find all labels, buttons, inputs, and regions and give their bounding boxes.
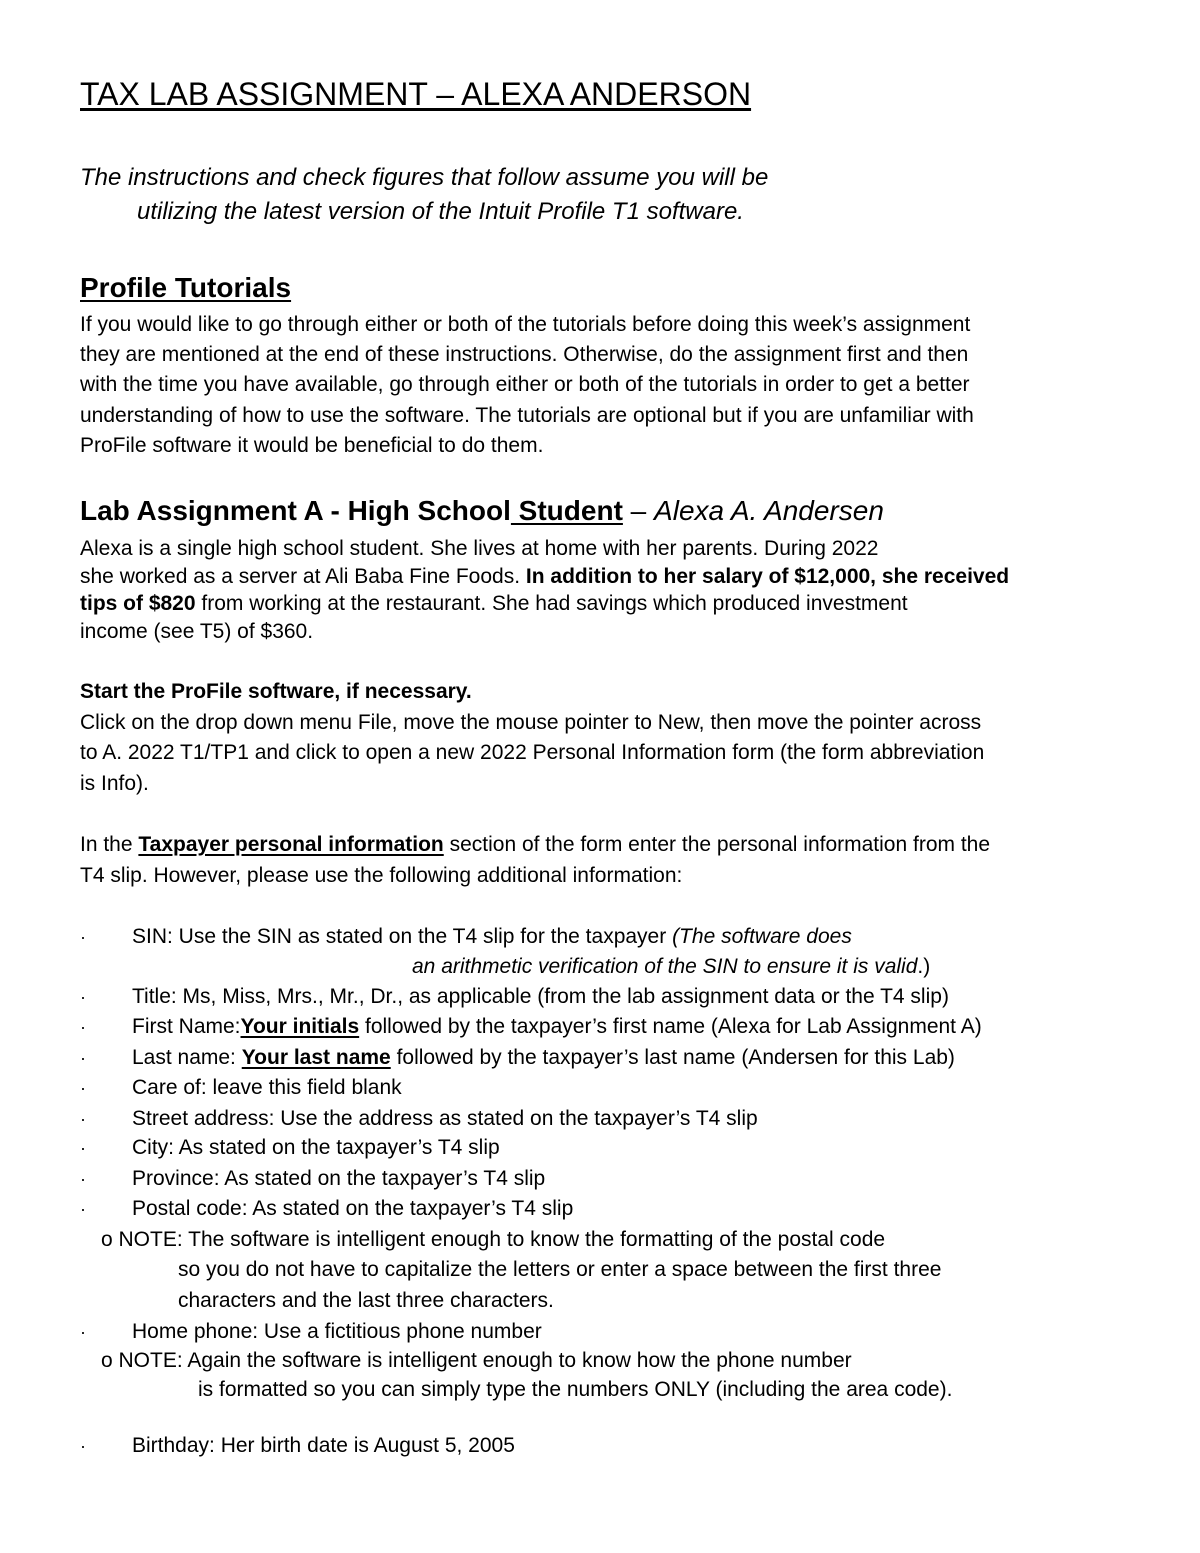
bullet-postal-code: Postal code: As stated on the taxpayer’s T4 slip (132, 1197, 574, 1220)
bullet-sin-note-2-text: an arithmetic verification of the SIN to ensure it is valid (412, 955, 918, 978)
bullet-marker: · (80, 1048, 86, 1068)
bullet-marker: · (80, 1109, 86, 1129)
tutorials-heading: Profile Tutorials (80, 272, 292, 303)
tutorials-line-4: understanding of how to use the software. The tutorials are optional but if you are unfamiliar with (80, 404, 974, 427)
bullet-birthday: Birthday: Her birth date is August 5, 2005 (132, 1434, 515, 1457)
intro-line-2: utilizing the latest version of the Intuit Profile T1 software. (137, 198, 744, 225)
note-phone-1: o NOTE: Again the software is intelligent enough to know how the phone number (101, 1349, 852, 1372)
lab-line-2-text: she worked as a server at Ali Baba Fine Foods. (80, 565, 526, 588)
lab-heading-student: Student (510, 495, 623, 526)
bullet-marker: · (80, 1199, 86, 1219)
bullet-care-of: Care of: leave this field blank (132, 1076, 402, 1099)
start-heading: Start the ProFile software, if necessary. (80, 680, 472, 703)
bullet-sin-note-2 (412, 956, 930, 977)
lab-heading (80, 497, 884, 525)
bullet-city: City: As stated on the taxpayer’s T4 slip (132, 1136, 500, 1159)
lab-salary-bold: In addition to her salary of $12,000, she received (525, 565, 1010, 588)
note-postal-2: so you do not have to capitalize the letters or enter a space between the first three (178, 1258, 942, 1281)
bullet-sin (132, 926, 852, 947)
bullet-marker: · (80, 1078, 86, 1098)
intro-line-1: The instructions and check figures that follow assume you will be (80, 164, 769, 191)
bullet-marker: · (80, 987, 86, 1007)
start-line-2: to A. 2022 T1/TP1 and click to open a new 2022 Personal Information form (the form abbreviation (80, 741, 985, 764)
bullet-title: Title: Ms, Miss, Mrs., Mr., Dr., as applicable (from the lab assignment data or the T4 slip) (132, 985, 949, 1008)
lab-line-3 (80, 593, 908, 614)
lab-line-1: Alexa is a single high school student. She lives at home with her parents. During 2022 (80, 537, 879, 560)
taxpayer-post: section of the form enter the personal information from the (443, 833, 991, 856)
tutorials-line-3: with the time you have available, go through either or both of the tutorials in order to get a better (80, 373, 970, 396)
page-title: TAX LAB ASSIGNMENT – ALEXA ANDERSON (80, 76, 752, 112)
bullet-last-name-emph: Your last name (241, 1046, 391, 1069)
tutorials-line-2: they are mentioned at the end of these instructions. Otherwise, do the assignment first and then (80, 343, 969, 366)
lab-line-2 (80, 566, 1009, 587)
bullet-last-name (132, 1047, 955, 1068)
lab-tips-bold: tips of $820 (80, 592, 196, 615)
note-phone-2: is formatted so you can simply type the numbers ONLY (including the area code). (198, 1378, 953, 1401)
bullet-sin-note-2-end: .) (917, 955, 931, 978)
bullet-marker: · (80, 1436, 86, 1456)
tutorials-line-5: ProFile software it would be beneficial to do them. (80, 434, 544, 457)
note-postal-1: o NOTE: The software is intelligent enough to know the formatting of the postal code (101, 1228, 886, 1251)
lab-heading-name: Alexa A. Andersen (654, 495, 884, 526)
bullet-first-name (132, 1016, 982, 1037)
bullet-marker: · (80, 927, 86, 947)
lab-line-3-text: from working at the restaurant. She had savings which produced investment (195, 592, 908, 615)
lab-heading-prefix: Lab Assignment A - High School (80, 495, 511, 526)
bullet-marker: · (80, 1138, 86, 1158)
bullet-sin-text: SIN: Use the SIN as stated on the T4 slip for the taxpayer (132, 925, 673, 948)
bullet-marker: · (80, 1017, 86, 1037)
taxpayer-line-2: T4 slip. However, please use the following additional information: (80, 864, 683, 887)
bullet-first-name-label: First Name: (132, 1015, 241, 1038)
start-line-1: Click on the drop down menu File, move the mouse pointer to New, then move the pointer across (80, 711, 982, 734)
bullet-first-name-rest: followed by the taxpayer’s first name (Alexa for Lab Assignment A) (359, 1015, 982, 1038)
tutorials-line-1: If you would like to go through either or both of the tutorials before doing this week’s assignment (80, 313, 971, 336)
bullet-last-name-label: Last name: (132, 1046, 242, 1069)
bullet-province: Province: As stated on the taxpayer’s T4 slip (132, 1167, 546, 1190)
bullet-first-name-emph: Your initials (240, 1015, 360, 1038)
bullet-marker: · (80, 1322, 86, 1342)
bullet-last-name-rest: followed by the taxpayer’s last name (Andersen for this Lab) (390, 1046, 955, 1069)
bullet-sin-note: (The software does (672, 925, 852, 948)
lab-line-4: income (see T5) of $360. (80, 620, 314, 643)
note-postal-3: characters and the last three characters. (178, 1289, 554, 1312)
taxpayer-pre: In the (80, 833, 139, 856)
bullet-home-phone: Home phone: Use a fictitious phone number (132, 1320, 542, 1343)
lab-heading-dash: – (622, 495, 655, 526)
bullet-street: Street address: Use the address as stated on the taxpayer’s T4 slip (132, 1107, 758, 1130)
taxpayer-line-1 (80, 834, 990, 855)
taxpayer-section-name: Taxpayer personal information (138, 833, 444, 856)
bullet-marker: · (80, 1169, 86, 1189)
start-line-3: is Info). (80, 772, 149, 795)
